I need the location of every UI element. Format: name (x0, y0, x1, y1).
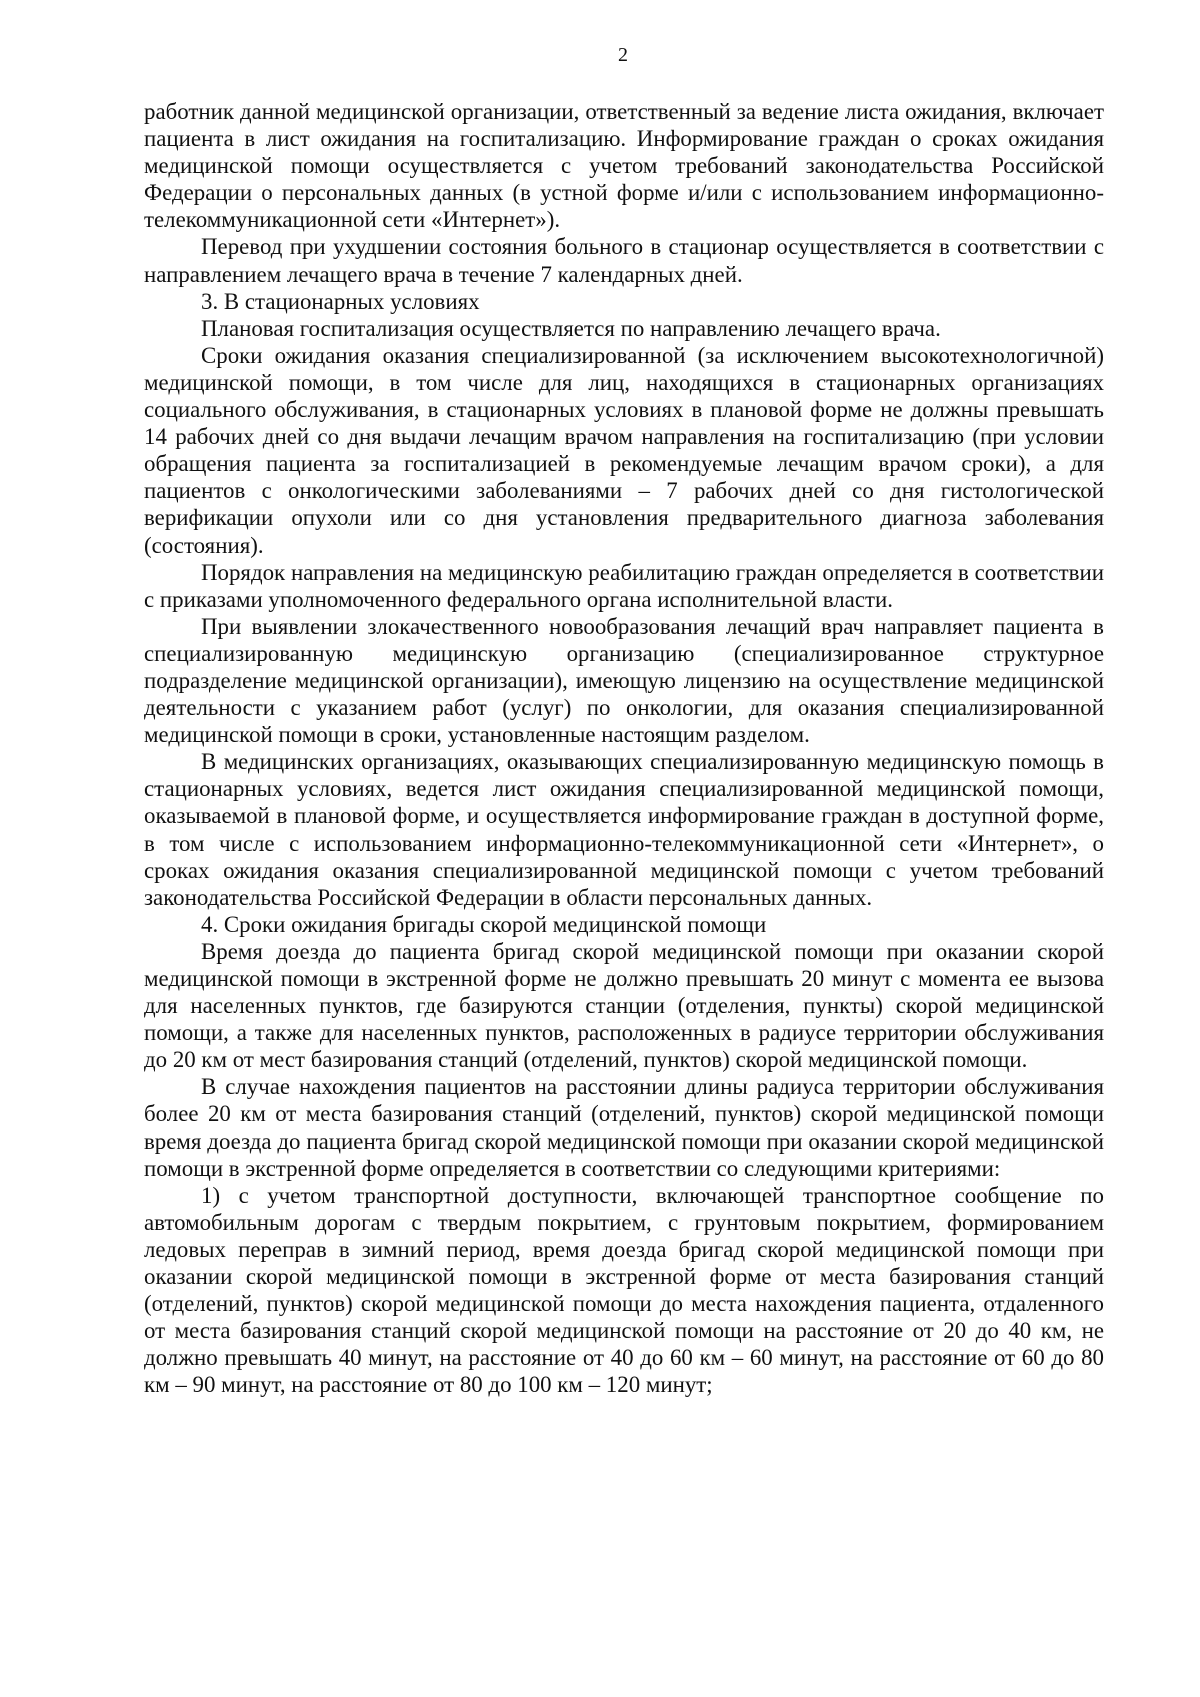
paragraph: Время доезда до пациента бригад скорой медицинской помощи при оказании скорой медицинской помощи в экстренной форме не должно превышать 20 минут с момента ее вызова для населенных пунктов, где базируются станции (отделения, пункты) скорой медицинской помощи, а также для населенных пунктов, расположенных в радиусе территории обслуживания до 20 км от мест базирования станций (отделений, пунктов) скорой медицинской помощи. (144, 938, 1104, 1073)
paragraph: При выявлении злокачественного новообразования лечащий врач направляет пациента в специализированную медицинскую организацию (специализированное структурное подразделение медицинской организации), имеющую лицензию на осуществление медицинской деятельности с указанием работ (услуг) по онкологии, для оказания специализированной медицинской помощи в сроки, установленные настоящим разделом. (144, 613, 1104, 748)
document-body (144, 98, 1104, 1399)
paragraph: В случае нахождения пациентов на расстоянии длины радиуса территории обслуживания более 20 км от места базирования станций (отделений, пунктов) скорой медицинской помощи время доезда до пациента бригад скорой медицинской помощи при оказании скорой медицинской помощи в экстренной форме определяется в соответствии со следующими критериями: (144, 1074, 1104, 1181)
paragraph: Сроки ожидания оказания специализированной (за исключением высокотехнологичной) медицинской помощи, в том числе для лиц, находящихся в стационарных организациях социального обслуживания, в стационарных условиях в плановой форме не должны превышать 14 рабочих дней со дня выдачи лечащим врачом направления на госпитализацию (при условии обращения пациента за госпитализацией в рекомендуемые лечащим врачом сроки), а для пациентов с онкологическими заболеваниями – 7 рабочих дней со дня гистологической верификации опухоли или со дня установления предварительного диагноза заболевания (состояния). (144, 342, 1104, 558)
paragraph: 1) с учетом транспортной доступности, включающей транспортное сообщение по автомобильным дорогам с твердым покрытием, с грунтовым покрытием, формированием ледовых переправ в зимний период, время доезда бригад скорой медицинской помощи при оказании скорой медицинской помощи в экстренной форме от места базирования станций (отделений, пунктов) скорой медицинской помощи до места нахождения пациента, отдаленного от места базирования станций скорой медицинской помощи на расстояние от 20 до 40 км, не должно превышать 40 минут, на расстояние от 40 до 60 км – 60 минут, на расстояние от 60 до 80 км – 90 минут, на расстояние от 80 до 100 км – 120 минут; (144, 1182, 1104, 1398)
section-heading: 3. В стационарных условиях (201, 288, 480, 314)
section-heading: 4. Сроки ожидания бригады скорой медицинской помощи (201, 911, 767, 937)
page-number: 2 (618, 44, 628, 66)
paragraph: Плановая госпитализация осуществляется по направлению лечащего врача. (201, 315, 941, 341)
paragraph: Перевод при ухудшении состояния больного в стационар осуществляется в соответствии с направлением лечащего врача в течение 7 календарных дней. (144, 234, 1104, 287)
paragraph: Порядок направления на медицинскую реабилитацию граждан определяется в соответствии с приказами уполномоченного федерального органа исполнительной власти. (144, 559, 1104, 612)
paragraph: работник данной медицинской организации, ответственный за ведение листа ожидания, включает пациента в лист ожидания на госпитализацию. Информирование граждан о сроках ожидания медицинской помощи осуществляется с учетом требований законодательства Российской Федерации о персональных данных (в устной форме и/или с использованием информационно-телекоммуникационной сети «Интернет»). (144, 99, 1104, 233)
paragraph: В медицинских организациях, оказывающих специализированную медицинскую помощь в стационарных условиях, ведется лист ожидания специализированной медицинской помощи, оказываемой в плановой форме, и осуществляется информирование граждан в доступной форме, в том числе с использованием информационно-телекоммуникационной сети «Интернет», о сроках ожидания оказания специализированной медицинской помощи с учетом требований законодательства Российской Федерации в области персональных данных. (144, 749, 1104, 910)
